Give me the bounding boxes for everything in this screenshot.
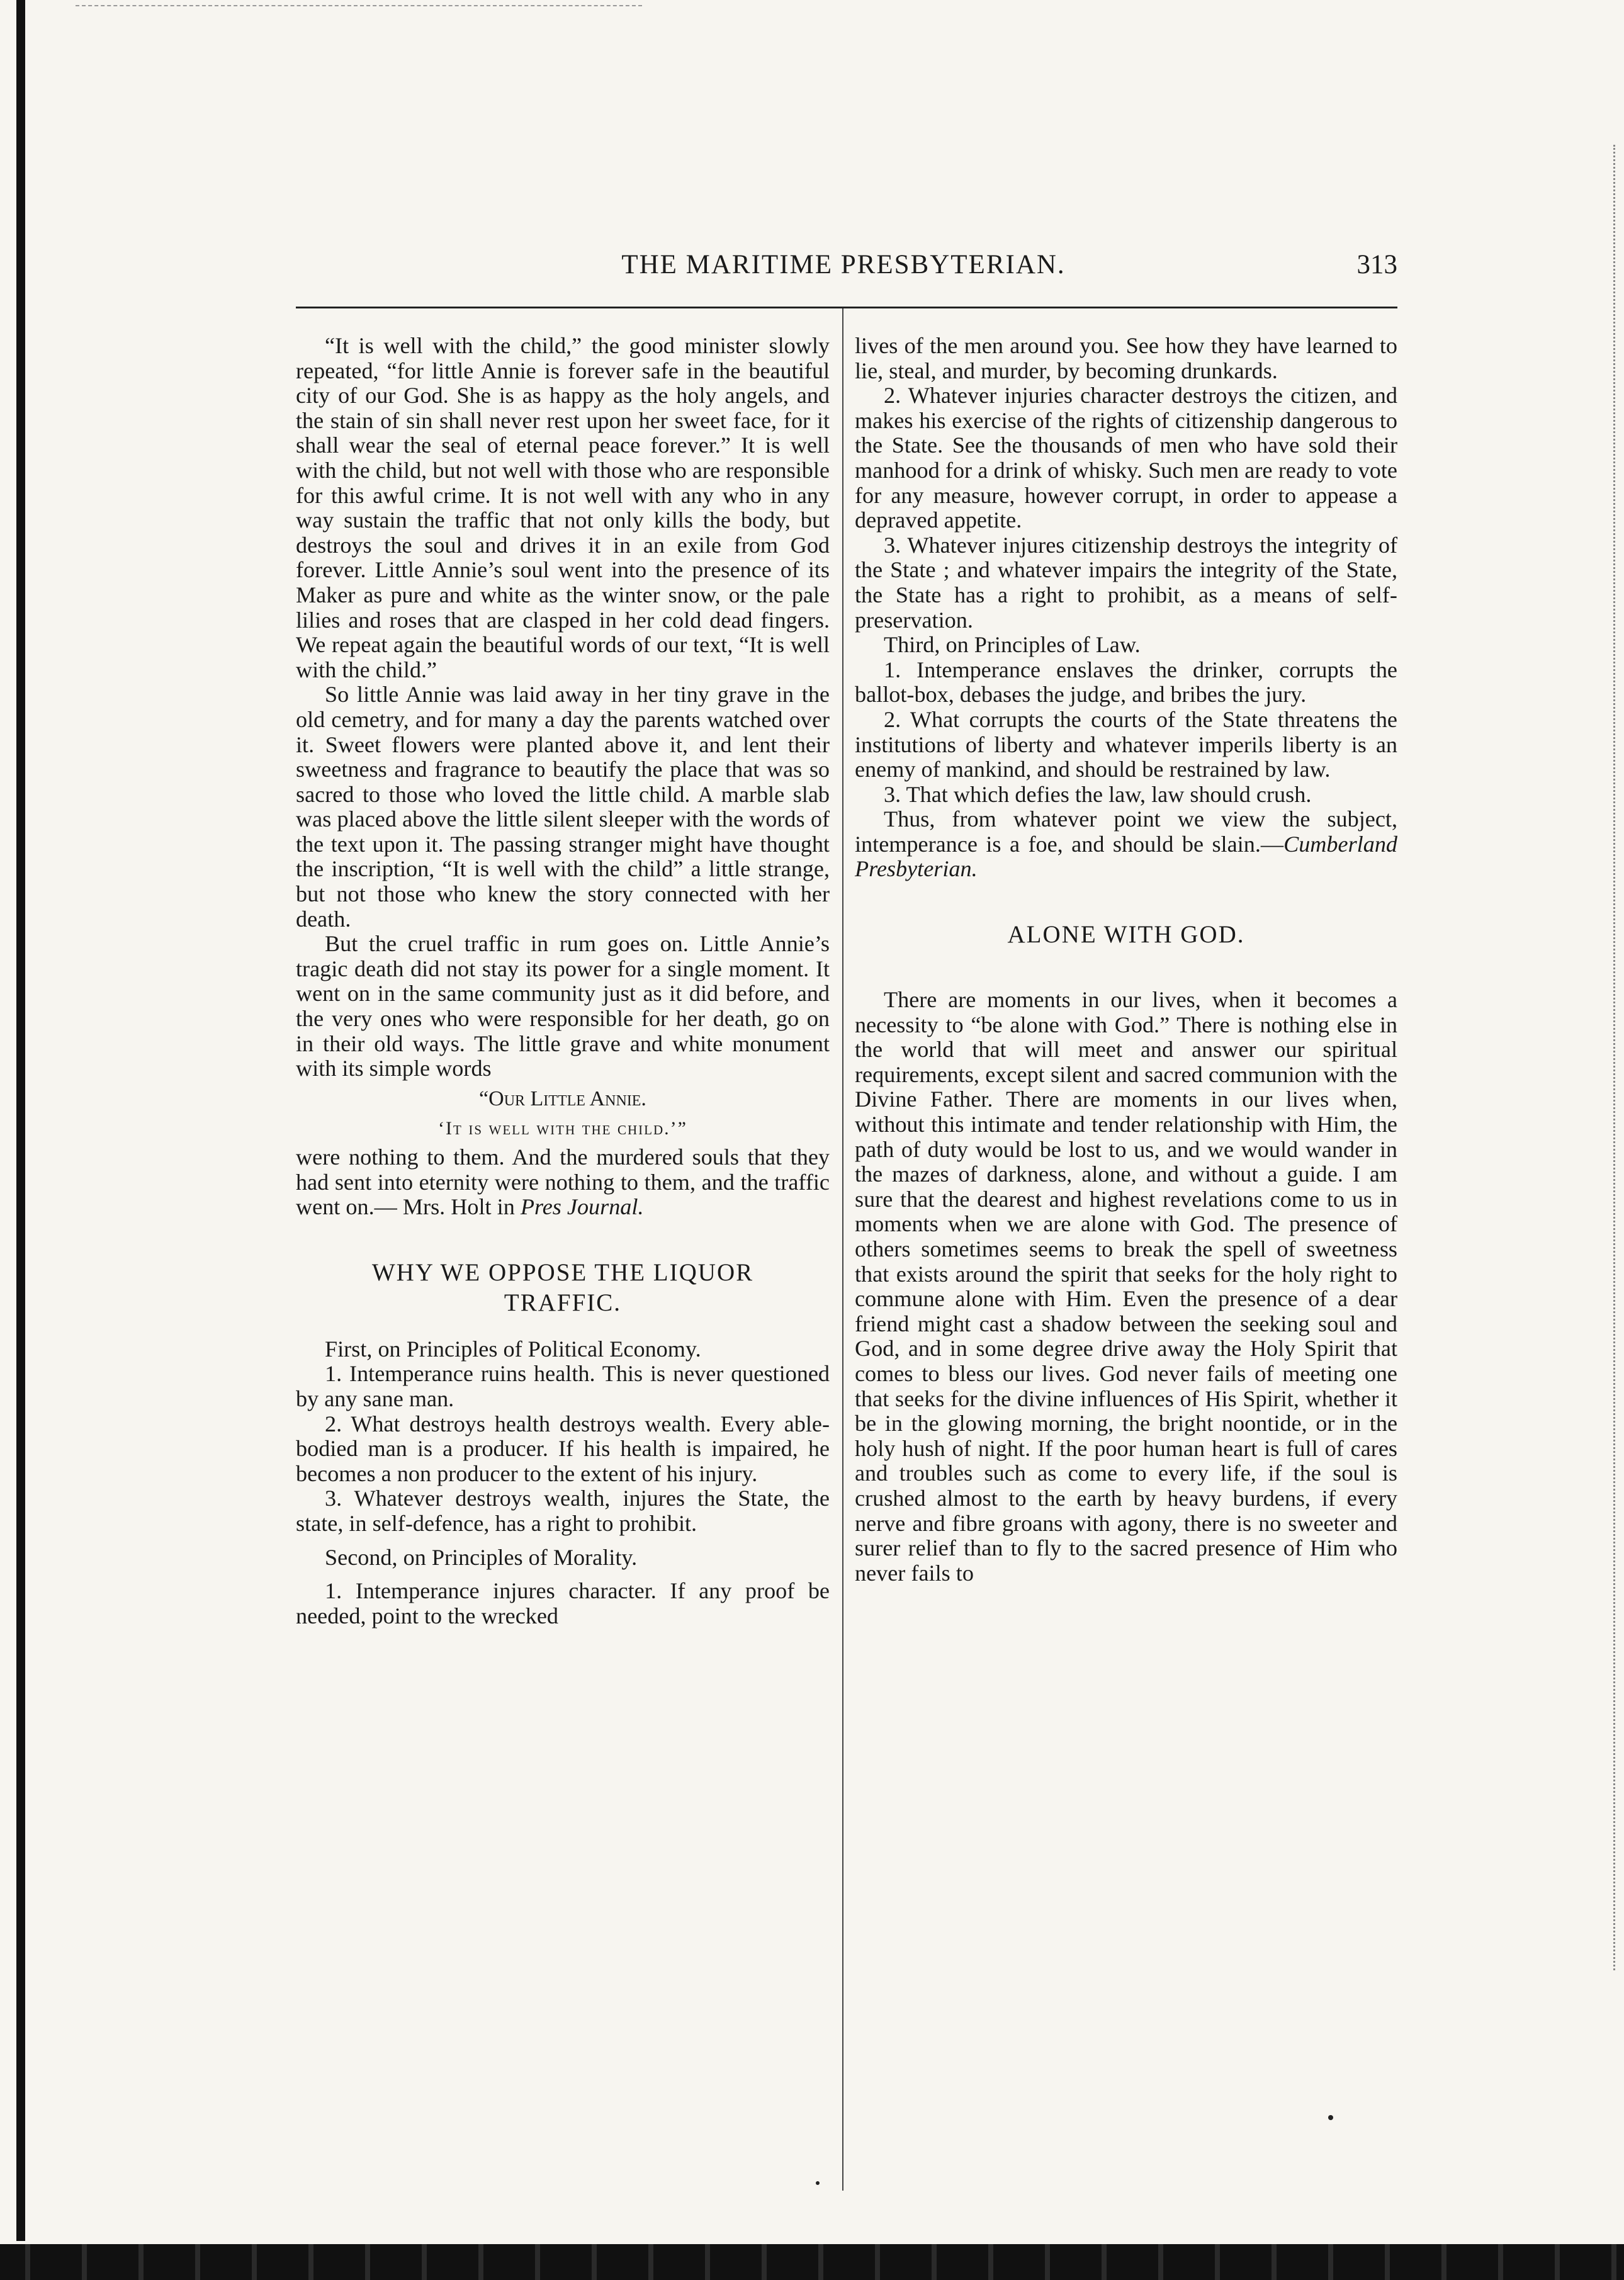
- list-item: 3. That which defies the law, law should crush.: [884, 781, 1312, 807]
- paragraph: So little Annie was laid away in her tiny grave in the old cemetry, and for many a day the parents watched over it. Sweet flowers were planted above it, and lent their sweetness and fragrance to beautify the place that was so sacred to those who loved the little child. A marble slab was placed above the little silent sleeper with the words of the text upon it. The passing stranger might have thought the inscription, “It is well with the child” a little strange, but not those who knew the story connected with her death.: [296, 682, 830, 932]
- paragraph: Third, on Principles of Law.: [884, 632, 1141, 658]
- page-number: 313: [1356, 250, 1397, 279]
- paragraph: First, on Principles of Political Economy.: [325, 1336, 701, 1362]
- list-item: 1. Intemperance enslaves the drinker, corrupts the ballot-box, debases the judge, and bribes the jury.: [855, 657, 1397, 708]
- list-item: 1. Intemperance injures character. If any proof be needed, point to the wrecked: [296, 1578, 830, 1628]
- paragraph: There are moments in our lives, when it becomes a necessity to “be alone with God.” There is nothing else in the world that will meet and answer our spiritual requirements, except silent and sacred communion with the Divine Father. There are moments in our lives when, without this intimate and tender relationship with Him, the path of duty would be lost to us, and we would wander in the mazes of darkness, alone, and without a guide. I am sure that the dearest and highest revelations come to us in moments when we are alone with God. The presence of others sometimes seems to break the spell of sweetness that exists around the spirit that seeks for the holy right to commune alone with Him. Even the presence of a dear friend might cast a shadow between the seeking soul and God, and in some degree drive away the Holy Spirit that comes to bless our lives. God never fails of meeting one that seeks for the divine influences of His Spirit, whether it be in the glowing morning, the bright noontide, or in the holy hush of night. If the poor human heart is full of cares and troubles such as come to every life, if the soul is crushed almost to the earth by heavy burdens, if every nerve and fibre groans with agony, there is no sweeter and surer relief than to fly to the sacred presence of Him who never fails to: [855, 987, 1397, 1586]
- list-item: 3. Whatever injures citizenship destroys the integrity of the State ; and whatever impairs the integrity of the State, the State has a right to prohibit, as a means of self-preservation.: [855, 532, 1397, 633]
- inscription-line-2: ‘It is well with the child.’”: [438, 1118, 687, 1139]
- header-rule: [296, 307, 1397, 308]
- list-item: 1. Intemperance ruins health. This is never questioned by any sane man.: [296, 1361, 830, 1411]
- scan-artifact-top: [76, 5, 642, 8]
- section-heading-line-2: TRAFFIC.: [504, 1289, 622, 1316]
- right-column: [855, 334, 1397, 1586]
- list-item: 3. Whatever destroys wealth, injures the State, the state, in self-defence, has a right to prohibit.: [296, 1486, 830, 1536]
- column-divider: [842, 308, 843, 2191]
- running-title: THE MARITIME PRESBYTERIAN.: [621, 250, 1066, 279]
- scan-artifact-right: [1613, 145, 1618, 1970]
- section-heading-line-1: WHY WE OPPOSE THE LIQUOR: [371, 1258, 754, 1286]
- byline-author: Mrs. Holt in: [402, 1194, 521, 1220]
- binding-edge: [16, 0, 25, 2241]
- spacer: [296, 1537, 830, 1545]
- ink-speck: [1328, 2115, 1333, 2120]
- byline-source: Pres Journal.: [520, 1194, 644, 1220]
- spacer: [296, 1318, 830, 1337]
- inscription-line-1: “Our Little Annie.: [479, 1086, 646, 1110]
- spacer: [855, 882, 1397, 920]
- paragraph: “It is well with the child,” the good minister slowly repeated, “for little Annie is forever safe in the beautiful city of our God. She is as happy as the holy angels, and the stain of sin shall never rest upon her sweet face, for it shall wear the seal of eternal peace forever.” It is well with the child, but not well with those who are responsible for this awful crime. It is not well with any who in any way sustain the traffic that not only kills the body, but destroys the soul and drives it in an exile from God forever. Little Annie’s soul went into the presence of its Maker as pure and white as the winter snow, or the pale lilies and roses that are clasped in her cold dead fingers. We repeat again the beautiful words of our text, “It is well with the child.”: [296, 333, 830, 682]
- ink-speck: [816, 2181, 820, 2185]
- scan-artifact-bottom: [0, 2244, 1624, 2280]
- paragraph: [855, 807, 1397, 882]
- list-item: 2. Whatever injuries character destroys the citizen, and makes his exercise of the rights of citizenship dangerous to the State. See the thousands of men who have sold their manhood for a drink of whisky. Such men are ready to vote for any measure, however corrupt, in order to appease a depraved appetite.: [855, 383, 1397, 533]
- paragraph: lives of the men around you. See how they have learned to lie, steal, and murder, by becoming drunkards.: [855, 333, 1397, 383]
- spacer: [296, 1220, 830, 1258]
- paragraph-text: Thus, from whatever point we view the subject, intemperance is a foe, and should be slain.—: [855, 806, 1397, 857]
- section-heading: ALONE WITH GOD.: [1007, 921, 1245, 949]
- source-citation: Cumberland Presbyterian.: [855, 831, 1397, 882]
- paragraph: [296, 1145, 830, 1220]
- paragraph-text: were nothing to them. And the murdered souls that they had sent into eternity were nothing to them, and the traffic went on.—: [296, 1144, 830, 1220]
- page-header: [290, 249, 1397, 287]
- list-item: 2. What destroys health destroys wealth. Every able-bodied man is a producer. If his health is impaired, he becomes a non producer to the extent of his injury.: [296, 1411, 830, 1486]
- paragraph: But the cruel traffic in rum goes on. Little Annie’s tragic death did not stay its power for a single moment. It went on in the same community just as it did before, and the very ones who were responsible for her death, go on in their old ways. The little grave and white monument with its simple words: [296, 931, 830, 1081]
- paragraph: Second, on Principles of Morality.: [325, 1544, 638, 1570]
- left-column: [296, 334, 830, 1628]
- list-item: 2. What corrupts the courts of the State threatens the institutions of liberty and whatever imperils liberty is an enemy of mankind, and should be restrained by law.: [855, 706, 1397, 782]
- spacer: [855, 950, 1397, 988]
- spacer: [296, 1570, 830, 1579]
